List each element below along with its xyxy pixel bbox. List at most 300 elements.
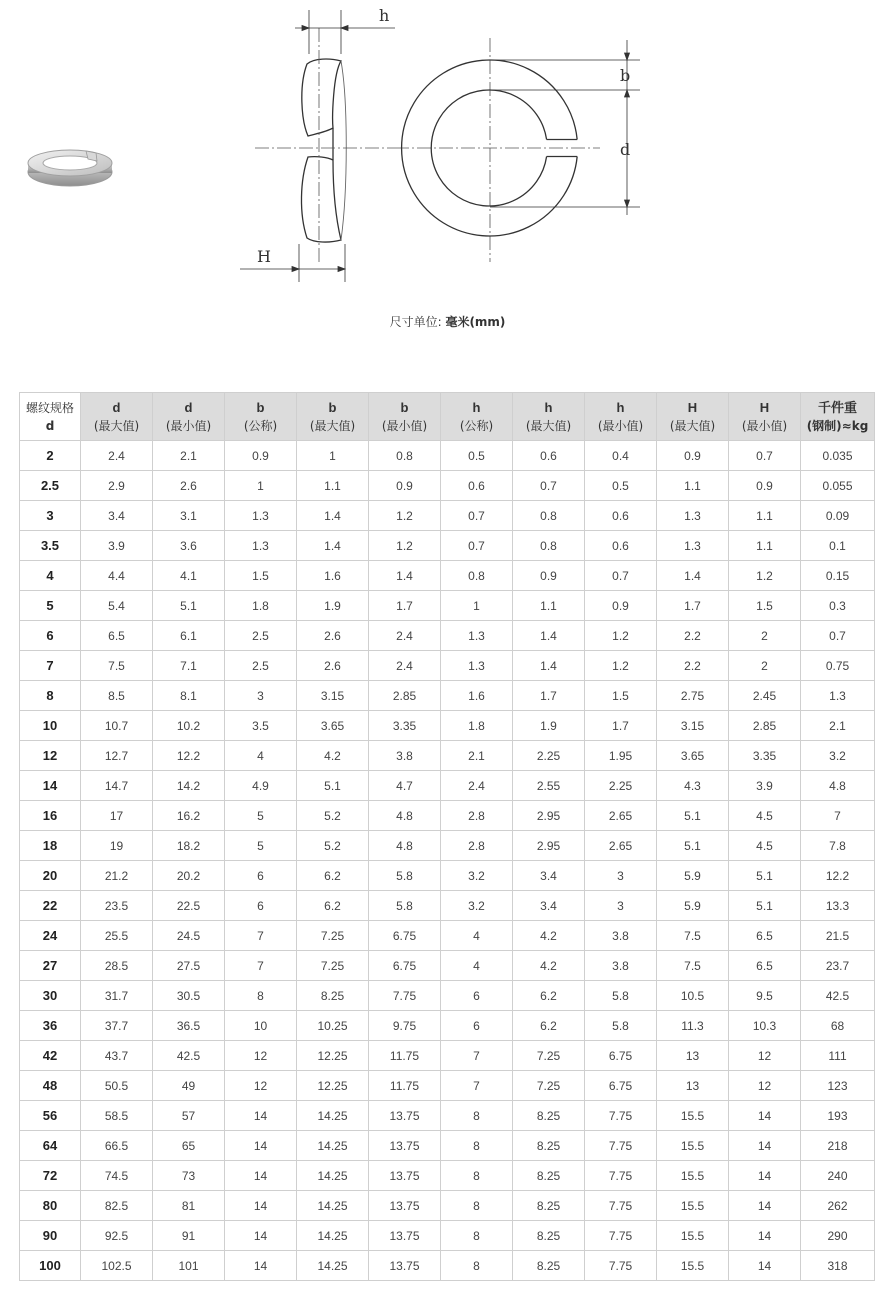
- table-cell: 2.5: [225, 621, 297, 651]
- label-h: h: [379, 6, 390, 25]
- thread-size-cell: 5: [20, 591, 81, 621]
- column-header-top: 螺纹规格: [25, 400, 74, 415]
- table-cell: 2.6: [297, 651, 369, 681]
- table-cell: 0.09: [801, 501, 875, 531]
- table-cell: 0.7: [801, 621, 875, 651]
- column-header: [369, 393, 441, 441]
- table-cell: 42.5: [153, 1041, 225, 1071]
- thread-size-cell: 22: [20, 891, 81, 921]
- column-header-bottom: d: [45, 418, 55, 433]
- table-cell: 1.4: [297, 531, 369, 561]
- table-cell: 23.7: [801, 951, 875, 981]
- column-header: [441, 393, 513, 441]
- table-cell: 3: [225, 681, 297, 711]
- table-cell: 6: [225, 861, 297, 891]
- table-cell: 5.1: [153, 591, 225, 621]
- table-cell: 1.95: [585, 741, 657, 771]
- table-cell: 8: [441, 1221, 513, 1251]
- table-cell: 3.15: [297, 681, 369, 711]
- table-cell: 13.75: [369, 1251, 441, 1281]
- table-cell: 7.75: [585, 1221, 657, 1251]
- table-cell: 3.2: [441, 861, 513, 891]
- table-cell: 8.25: [513, 1221, 585, 1251]
- table-cell: 30.5: [153, 981, 225, 1011]
- table-cell: 25.5: [81, 921, 153, 951]
- thread-size-cell: 3.5: [20, 531, 81, 561]
- table-cell: 4.5: [729, 831, 801, 861]
- table-cell: 14: [225, 1191, 297, 1221]
- table-cell: 0.5: [585, 471, 657, 501]
- table-cell: 8.5: [81, 681, 153, 711]
- table-cell: 5.1: [729, 861, 801, 891]
- table-cell: 6.2: [513, 1011, 585, 1041]
- table-cell: 1.4: [513, 621, 585, 651]
- table-cell: 13.75: [369, 1191, 441, 1221]
- table-cell: 1.5: [225, 561, 297, 591]
- table-cell: 7: [225, 921, 297, 951]
- table-cell: 4.2: [513, 951, 585, 981]
- table-cell: 0.6: [585, 501, 657, 531]
- table-cell: 42.5: [801, 981, 875, 1011]
- table-cell: 7.25: [513, 1071, 585, 1101]
- table-cell: 7.25: [297, 951, 369, 981]
- column-header: [153, 393, 225, 441]
- table-cell: 49: [153, 1071, 225, 1101]
- table-cell: 0.9: [513, 561, 585, 591]
- table-row: [20, 1011, 875, 1041]
- column-header-top: b: [400, 399, 409, 415]
- table-cell: 3.9: [729, 771, 801, 801]
- table-cell: 3.6: [153, 531, 225, 561]
- table-body: [20, 441, 875, 1281]
- table-cell: 1.4: [657, 561, 729, 591]
- table-cell: 66.5: [81, 1131, 153, 1161]
- table-cell: 2.25: [513, 741, 585, 771]
- table-cell: 0.6: [513, 441, 585, 471]
- table-cell: 2.6: [153, 471, 225, 501]
- table-row: [20, 681, 875, 711]
- table-cell: 1.1: [729, 531, 801, 561]
- thread-size-cell: 6: [20, 621, 81, 651]
- table-cell: 3.2: [441, 891, 513, 921]
- table-cell: 8: [441, 1131, 513, 1161]
- table-cell: 4.1: [153, 561, 225, 591]
- table-cell: 14: [729, 1251, 801, 1281]
- table-cell: 6.75: [369, 951, 441, 981]
- thread-size-cell: 4: [20, 561, 81, 591]
- table-cell: 0.6: [585, 531, 657, 561]
- table-cell: 13.75: [369, 1131, 441, 1161]
- column-header-top: h: [616, 399, 625, 415]
- thread-size-cell: 20: [20, 861, 81, 891]
- table-cell: 73: [153, 1161, 225, 1191]
- table-cell: 6.2: [297, 861, 369, 891]
- table-cell: 15.5: [657, 1101, 729, 1131]
- table-cell: 14.25: [297, 1131, 369, 1161]
- table-cell: 43.7: [81, 1041, 153, 1071]
- table-cell: 111: [801, 1041, 875, 1071]
- thread-size-cell: 2.5: [20, 471, 81, 501]
- table-cell: 0.9: [225, 441, 297, 471]
- table-cell: 0.9: [657, 441, 729, 471]
- column-header-top: 千件重: [817, 399, 857, 415]
- table-cell: 9.75: [369, 1011, 441, 1041]
- table-cell: 7.75: [585, 1131, 657, 1161]
- table-cell: 5.2: [297, 801, 369, 831]
- table-cell: 0.3: [801, 591, 875, 621]
- table-cell: 14: [729, 1131, 801, 1161]
- table-cell: 0.9: [585, 591, 657, 621]
- technical-drawing: [0, 0, 895, 300]
- table-cell: 5.1: [729, 891, 801, 921]
- table-cell: 7.5: [81, 651, 153, 681]
- table-row: [20, 471, 875, 501]
- table-cell: 0.1: [801, 531, 875, 561]
- table-cell: 8.25: [297, 981, 369, 1011]
- table-cell: 12: [729, 1041, 801, 1071]
- table-cell: 28.5: [81, 951, 153, 981]
- table-cell: 5.1: [657, 801, 729, 831]
- column-header: [801, 393, 875, 441]
- table-cell: 15.5: [657, 1221, 729, 1251]
- table-cell: 13: [657, 1071, 729, 1101]
- table-cell: 4.2: [297, 741, 369, 771]
- column-header-bottom: (最大值): [93, 418, 140, 433]
- table-cell: 5: [225, 831, 297, 861]
- table-cell: 7.25: [513, 1041, 585, 1071]
- column-header: [297, 393, 369, 441]
- table-cell: 1.3: [801, 681, 875, 711]
- column-header-top: b: [328, 399, 337, 415]
- column-header: [585, 393, 657, 441]
- table-cell: 7.75: [585, 1191, 657, 1221]
- table-row: [20, 501, 875, 531]
- table-cell: 57: [153, 1101, 225, 1131]
- column-header-top: h: [544, 399, 553, 415]
- table-cell: 0.8: [513, 531, 585, 561]
- table-cell: 3.9: [81, 531, 153, 561]
- header-row: [20, 393, 875, 441]
- table-row: [20, 591, 875, 621]
- table-cell: 68: [801, 1011, 875, 1041]
- column-header-bottom: (最小值): [597, 418, 644, 433]
- table-cell: 1.5: [729, 591, 801, 621]
- table-cell: 8: [441, 1191, 513, 1221]
- table-row: [20, 1191, 875, 1221]
- table-cell: 4: [441, 921, 513, 951]
- table-cell: 123: [801, 1071, 875, 1101]
- table-cell: 262: [801, 1191, 875, 1221]
- table-cell: 101: [153, 1251, 225, 1281]
- column-header-top: d: [112, 399, 121, 415]
- table-cell: 1: [441, 591, 513, 621]
- unit-caption: [0, 313, 895, 330]
- table-cell: 15.5: [657, 1161, 729, 1191]
- table-cell: 2.25: [585, 771, 657, 801]
- thread-size-cell: 12: [20, 741, 81, 771]
- table-cell: 2.65: [585, 801, 657, 831]
- table-cell: 13.3: [801, 891, 875, 921]
- table-cell: 3.8: [585, 921, 657, 951]
- table-cell: 5: [225, 801, 297, 831]
- table-cell: 1.4: [513, 651, 585, 681]
- column-header-top: H: [687, 399, 698, 415]
- table-cell: 9.5: [729, 981, 801, 1011]
- table-cell: 15.5: [657, 1191, 729, 1221]
- table-row: [20, 561, 875, 591]
- table-cell: 81: [153, 1191, 225, 1221]
- table-cell: 1.9: [513, 711, 585, 741]
- table-cell: 50.5: [81, 1071, 153, 1101]
- table-cell: 11.75: [369, 1041, 441, 1071]
- table-row: [20, 921, 875, 951]
- table-cell: 3.65: [297, 711, 369, 741]
- table-cell: 12.7: [81, 741, 153, 771]
- table-cell: 11.3: [657, 1011, 729, 1041]
- table-cell: 58.5: [81, 1101, 153, 1131]
- table-cell: 3.8: [369, 741, 441, 771]
- table-cell: 8: [441, 1101, 513, 1131]
- table-cell: 2.55: [513, 771, 585, 801]
- table-cell: 14.25: [297, 1161, 369, 1191]
- table-cell: 1.7: [657, 591, 729, 621]
- table-cell: 7: [441, 1041, 513, 1071]
- table-cell: 6.2: [513, 981, 585, 1011]
- table-cell: 3: [585, 891, 657, 921]
- table-cell: 15.5: [657, 1251, 729, 1281]
- table-cell: 21.2: [81, 861, 153, 891]
- table-cell: 10.25: [297, 1011, 369, 1041]
- table-cell: 5.1: [657, 831, 729, 861]
- table-cell: 1.7: [369, 591, 441, 621]
- table-cell: 6.2: [297, 891, 369, 921]
- table-row: [20, 861, 875, 891]
- table-cell: 12.25: [297, 1071, 369, 1101]
- table-cell: 2.1: [801, 711, 875, 741]
- table-cell: 6: [225, 891, 297, 921]
- thread-size-cell: 42: [20, 1041, 81, 1071]
- column-header: [513, 393, 585, 441]
- table-cell: 8.25: [513, 1101, 585, 1131]
- table-cell: 0.75: [801, 651, 875, 681]
- table-cell: 5.8: [369, 891, 441, 921]
- table-cell: 3.35: [729, 741, 801, 771]
- table-cell: 1.8: [441, 711, 513, 741]
- table-row: [20, 1041, 875, 1071]
- table-cell: 2.4: [81, 441, 153, 471]
- table-cell: 21.5: [801, 921, 875, 951]
- label-b: b: [620, 66, 631, 85]
- table-cell: 8.1: [153, 681, 225, 711]
- table-cell: 7.75: [585, 1161, 657, 1191]
- table-cell: 7: [801, 801, 875, 831]
- table-row: [20, 891, 875, 921]
- column-header-top: H: [759, 399, 770, 415]
- table-row: [20, 1101, 875, 1131]
- table-cell: 1.8: [225, 591, 297, 621]
- table-cell: 8.25: [513, 1251, 585, 1281]
- table-cell: 102.5: [81, 1251, 153, 1281]
- table-cell: 7: [441, 1071, 513, 1101]
- table-row: [20, 981, 875, 1011]
- table-cell: 0.7: [441, 501, 513, 531]
- table-cell: 2.1: [153, 441, 225, 471]
- column-header-bottom: (最大值): [309, 418, 356, 433]
- table-cell: 1: [225, 471, 297, 501]
- table-row: [20, 1251, 875, 1281]
- table-cell: 2.9: [81, 471, 153, 501]
- table-cell: 2.45: [729, 681, 801, 711]
- table-cell: 1.5: [585, 681, 657, 711]
- table-cell: 1.3: [657, 501, 729, 531]
- table-row: [20, 1221, 875, 1251]
- thread-size-cell: 64: [20, 1131, 81, 1161]
- table-cell: 14: [225, 1101, 297, 1131]
- table-cell: 2.2: [657, 651, 729, 681]
- column-header: [81, 393, 153, 441]
- table-cell: 1.6: [297, 561, 369, 591]
- table-cell: 2.1: [441, 741, 513, 771]
- table-cell: 2.95: [513, 801, 585, 831]
- table-cell: 14.25: [297, 1251, 369, 1281]
- table-cell: 2.4: [369, 651, 441, 681]
- column-header: [20, 393, 81, 441]
- spec-table: [19, 392, 875, 1281]
- table-cell: 4.8: [369, 831, 441, 861]
- table-cell: 14.25: [297, 1221, 369, 1251]
- thread-size-cell: 36: [20, 1011, 81, 1041]
- table-cell: 13: [657, 1041, 729, 1071]
- table-cell: 2.4: [441, 771, 513, 801]
- table-cell: 1.3: [441, 651, 513, 681]
- table-cell: 7.75: [585, 1251, 657, 1281]
- table-cell: 0.8: [441, 561, 513, 591]
- thread-size-cell: 2: [20, 441, 81, 471]
- thread-size-cell: 3: [20, 501, 81, 531]
- table-cell: 0.7: [441, 531, 513, 561]
- table-cell: 6.75: [585, 1071, 657, 1101]
- table-cell: 1.1: [729, 501, 801, 531]
- table-cell: 7.5: [657, 921, 729, 951]
- table-cell: 1.3: [225, 531, 297, 561]
- thread-size-cell: 56: [20, 1101, 81, 1131]
- table-cell: 2: [729, 621, 801, 651]
- table-cell: 5.4: [81, 591, 153, 621]
- table-cell: 1: [297, 441, 369, 471]
- table-cell: 6.5: [81, 621, 153, 651]
- table-cell: 3.2: [801, 741, 875, 771]
- table-row: [20, 651, 875, 681]
- table-cell: 14: [225, 1131, 297, 1161]
- table-cell: 14: [225, 1221, 297, 1251]
- column-header-bottom: (最小值): [165, 418, 212, 433]
- table-cell: 218: [801, 1131, 875, 1161]
- table-cell: 5.8: [585, 1011, 657, 1041]
- table-cell: 7.75: [369, 981, 441, 1011]
- table-cell: 0.7: [729, 441, 801, 471]
- column-header-bottom: (最小值): [741, 418, 788, 433]
- table-row: [20, 771, 875, 801]
- thread-size-cell: 7: [20, 651, 81, 681]
- table-row: [20, 831, 875, 861]
- thread-size-cell: 27: [20, 951, 81, 981]
- table-cell: 23.5: [81, 891, 153, 921]
- table-cell: 3.15: [657, 711, 729, 741]
- table-cell: 13.75: [369, 1101, 441, 1131]
- column-header-top: h: [472, 399, 481, 415]
- table-cell: 3: [585, 861, 657, 891]
- table-cell: 3.4: [513, 861, 585, 891]
- thread-size-cell: 80: [20, 1191, 81, 1221]
- table-cell: 2.65: [585, 831, 657, 861]
- column-header: [729, 393, 801, 441]
- table-cell: 0.7: [585, 561, 657, 591]
- table-cell: 2.2: [657, 621, 729, 651]
- table-cell: 3.1: [153, 501, 225, 531]
- table-cell: 2.85: [369, 681, 441, 711]
- table-cell: 4: [225, 741, 297, 771]
- table-row: [20, 801, 875, 831]
- table-cell: 4.5: [729, 801, 801, 831]
- table-cell: 5.2: [297, 831, 369, 861]
- table-cell: 290: [801, 1221, 875, 1251]
- table-cell: 4.4: [81, 561, 153, 591]
- table-cell: 8.25: [513, 1191, 585, 1221]
- column-header-bottom: (最大值): [669, 418, 716, 433]
- table-cell: 10.7: [81, 711, 153, 741]
- column-header-bottom: (公称): [243, 418, 278, 433]
- table-cell: 5.1: [297, 771, 369, 801]
- table-cell: 1.6: [441, 681, 513, 711]
- table-cell: 3.4: [513, 891, 585, 921]
- table-row: [20, 1071, 875, 1101]
- thread-size-cell: 90: [20, 1221, 81, 1251]
- table-cell: 8: [441, 1161, 513, 1191]
- table-cell: 1.4: [297, 501, 369, 531]
- table-cell: 11.75: [369, 1071, 441, 1101]
- table-row: [20, 531, 875, 561]
- table-cell: 10: [225, 1011, 297, 1041]
- table-cell: 4.7: [369, 771, 441, 801]
- table-cell: 5.8: [369, 861, 441, 891]
- column-header-bottom: (最小值): [381, 418, 428, 433]
- table-cell: 0.8: [513, 501, 585, 531]
- thread-size-cell: 14: [20, 771, 81, 801]
- table-cell: 1.3: [225, 501, 297, 531]
- table-row: [20, 711, 875, 741]
- table-cell: 4.2: [513, 921, 585, 951]
- table-cell: 1.2: [369, 501, 441, 531]
- table-cell: 14: [225, 1161, 297, 1191]
- dimension-b-d: [490, 40, 640, 215]
- table-cell: 10.2: [153, 711, 225, 741]
- table-cell: 0.7: [513, 471, 585, 501]
- table-cell: 12.2: [801, 861, 875, 891]
- thread-size-cell: 18: [20, 831, 81, 861]
- table-cell: 6.5: [729, 951, 801, 981]
- table-cell: 74.5: [81, 1161, 153, 1191]
- column-header-bottom: (最大值): [525, 418, 572, 433]
- table-cell: 1.7: [513, 681, 585, 711]
- table-cell: 14: [729, 1101, 801, 1131]
- table-cell: 31.7: [81, 981, 153, 1011]
- table-cell: 14: [729, 1221, 801, 1251]
- table-cell: 20.2: [153, 861, 225, 891]
- table-cell: 8: [441, 1251, 513, 1281]
- column-header-top: d: [184, 399, 193, 415]
- table-row: [20, 441, 875, 471]
- table-cell: 12: [225, 1071, 297, 1101]
